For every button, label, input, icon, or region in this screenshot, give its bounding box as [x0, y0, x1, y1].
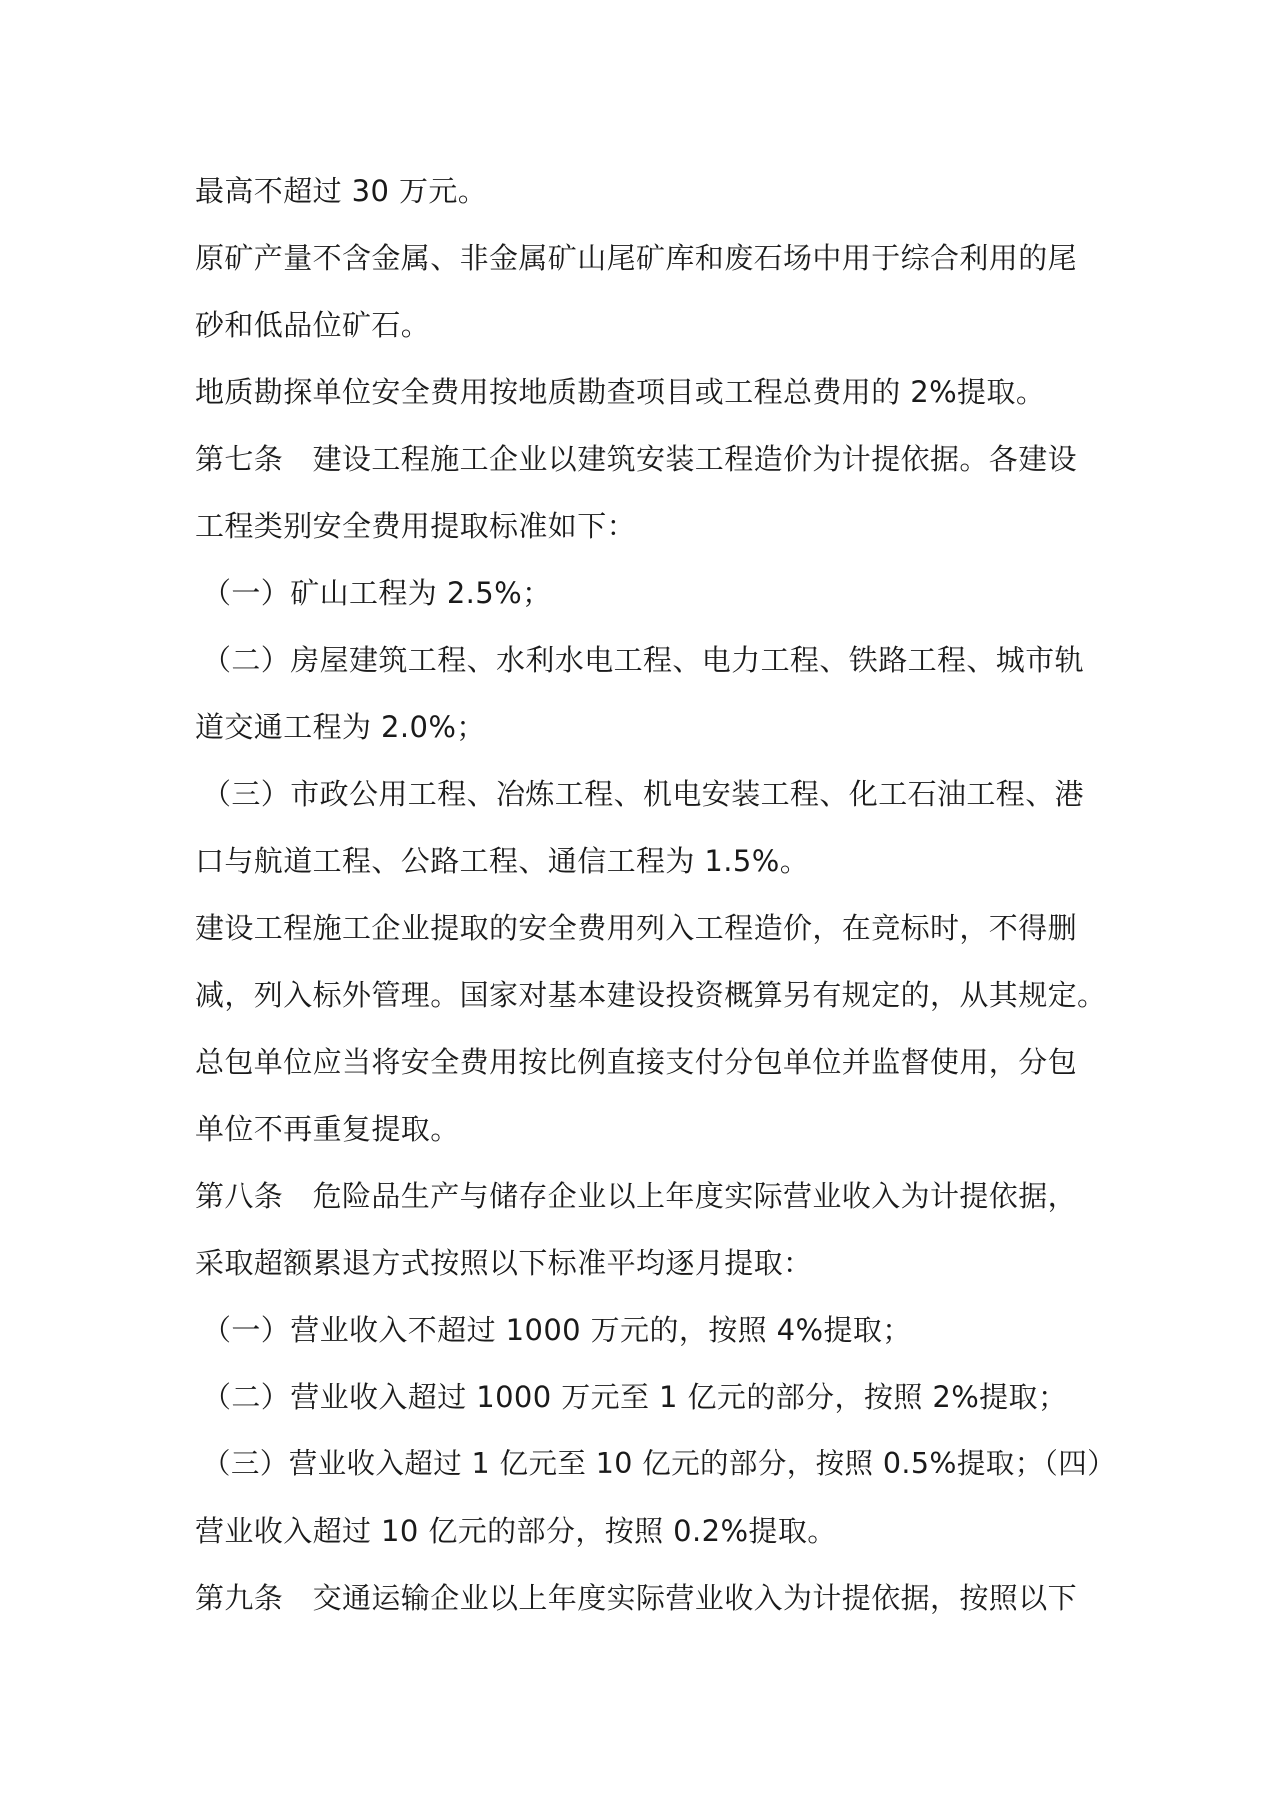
text-line: （一）营业收入不超过 1000 万元的，按照 4%提取；: [202, 1313, 912, 1347]
text-line: 减，列入标外管理。国家对基本建设投资概算另有规定的，从其规定。: [195, 978, 1107, 1012]
text-line: 总包单位应当将安全费用按比例直接支付分包单位并监督使用，分包: [195, 1045, 1078, 1079]
text-line: 工程类别安全费用提取标准如下：: [195, 509, 637, 543]
text-line: （二）营业收入超过 1000 万元至 1 亿元的部分，按照 2%提取；: [202, 1380, 1068, 1414]
text-line: 地质勘探单位安全费用按地质勘查项目或工程总费用的 2%提取。: [195, 375, 1046, 409]
text-line: （三）市政公用工程、冶炼工程、机电安装工程、化工石油工程、港: [202, 777, 1085, 811]
text-line: 原矿产量不含金属、非金属矿山尾矿库和废石场中用于综合利用的尾: [195, 241, 1078, 275]
text-line: 砂和低品位矿石。: [195, 308, 431, 342]
text-line: 采取超额累退方式按照以下标准平均逐月提取：: [195, 1246, 813, 1280]
text-line: 最高不超过 30 万元。: [195, 174, 488, 208]
text-line: （二）房屋建筑工程、水利水电工程、电力工程、铁路工程、城市轨: [202, 643, 1085, 677]
text-line: 道交通工程为 2.0%；: [195, 710, 486, 744]
text-line: 口与航道工程、公路工程、通信工程为 1.5%。: [195, 844, 810, 878]
text-line: 建设工程施工企业提取的安全费用列入工程造价，在竞标时，不得删: [195, 911, 1078, 945]
text-line: 单位不再重复提取。: [195, 1112, 460, 1146]
text-line: 第九条 交通运输企业以上年度实际营业收入为计提依据，按照以下: [195, 1581, 1078, 1615]
text-line: （一）矿山工程为 2.5%；: [202, 576, 552, 610]
text-line: （三）营业收入超过 1 亿元至 10 亿元的部分，按照 0.5%提取；（四）: [202, 1447, 1117, 1480]
text-line: 第八条 危险品生产与储存企业以上年度实际营业收入为计提依据，: [195, 1179, 1078, 1213]
text-line: 营业收入超过 10 亿元的部分，按照 0.2%提取。: [195, 1514, 837, 1548]
text-line: 第七条 建设工程施工企业以建筑安装工程造价为计提依据。各建设: [195, 442, 1078, 476]
